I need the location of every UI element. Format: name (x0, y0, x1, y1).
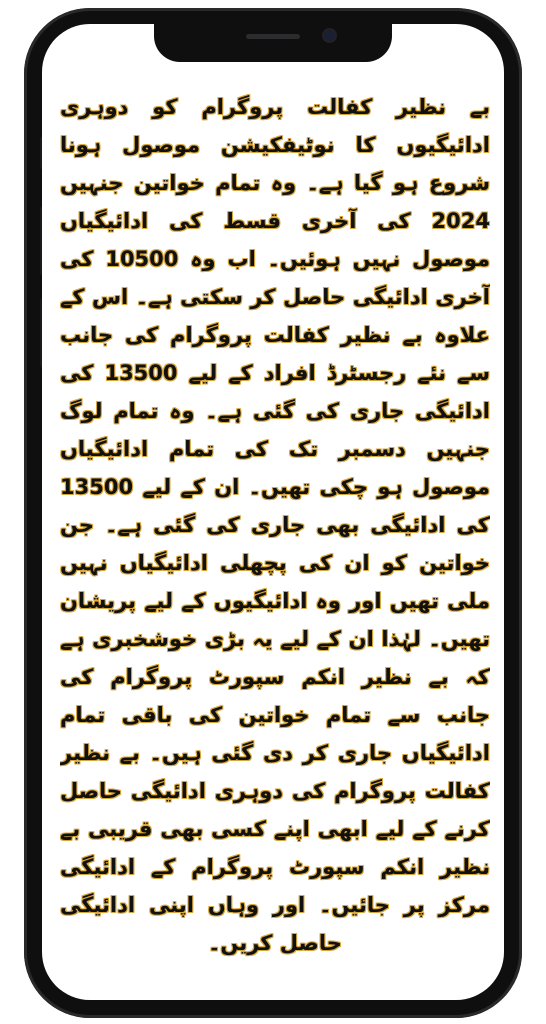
article-text: بے نظیر کفالت پروگرام کو دوہری ادائیگیوں کا نوٹیفکیشن موصول ہونا شروع ہو گیا ہے۔ وہ تمام خواتین جنہیں 2024 کی آخری قسط کی ادائیگیاں موصول نہیں ہوئیں۔ اب وہ 10500 کی آخری ادائیگی حاصل کر سکتی ہے۔ اس کے علاوہ بے نظیر کفالت پروگرام کی جانب سے نئے رجسٹرڈ افراد کے لیے 13500 کی ادائیگی جاری کی گئی ہے۔ وہ تمام لوگ جنہیں دسمبر تک کی تمام ادائیگیاں موصول ہو چکی تھیں۔ ان کے لیے 13500 کی ادائیگی بھی جاری کی گئی ہے۔ جن خواتین کو ان کی پچھلی ادائیگیاں نہیں ملی تھیں اور وہ ادائیگیوں کے لیے پریشان تھیں۔ لہٰذا ان کے لیے یہ بڑی خوشخبری ہے کہ بے نظیر انکم سپورٹ پروگرام کی جانب سے تمام خواتین کی باقی تمام ادائیگیاں جاری کر دی گئی ہیں۔ بے نظیر کفالت پروگرام کی دوہری ادائیگی حاصل کرنے کے لیے ابھی اپنے کسی بھی قریبی بے نظیر انکم سپورٹ پروگرام کے ادائیگی مرکز پر جائیں۔ اور وہاں اپنی ادائیگی حاصل کریں۔ (60, 95, 490, 955)
front-camera-icon (324, 30, 335, 41)
phone-notch (154, 20, 392, 62)
phone-screen (42, 24, 504, 1000)
speaker-grille (246, 34, 300, 39)
